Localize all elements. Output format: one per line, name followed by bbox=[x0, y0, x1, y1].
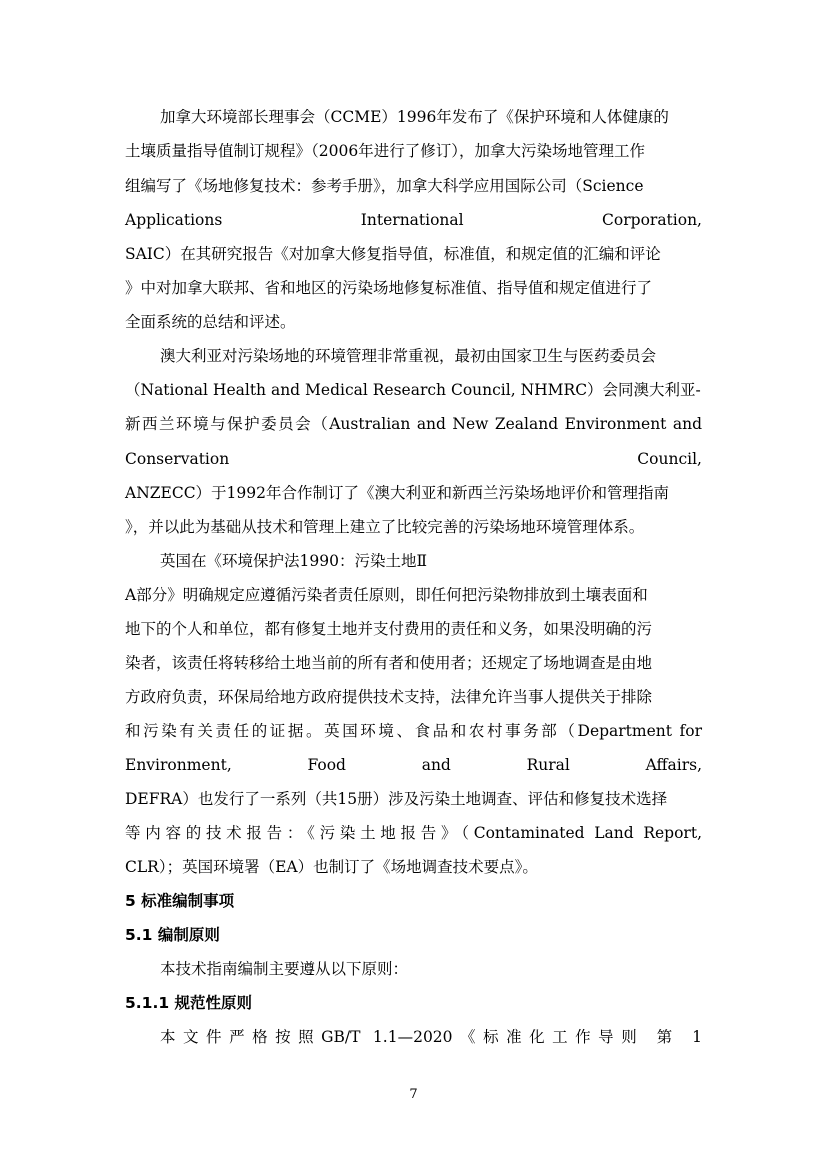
paragraph-line: Environment, Food and Rural Affairs, bbox=[125, 756, 702, 774]
paragraph-line: 组编写了《场地修复技术：参考手册》，加拿大科学应用国际公司（Science bbox=[125, 177, 644, 195]
paragraph-line: 等内容的技术报告：《污染土地报告》（Contaminated Land Report, bbox=[125, 824, 702, 842]
paragraph-line: 》，并以此为基础从技术和管理上建立了比较完善的污染场地环境管理体系。 bbox=[125, 518, 645, 536]
paragraph-line: 》中对加拿大联邦、省和地区的污染场地修复标准值、指导值和规定值进行了 bbox=[125, 279, 653, 297]
paragraph-line: 和污染有关责任的证据。英国环境、食品和农村事务部（Department for bbox=[125, 722, 702, 740]
paragraph-line: Conservation Council, bbox=[125, 450, 702, 468]
paragraph-line: 本技术指南编制主要遵从以下原则： bbox=[160, 960, 409, 978]
paragraph-line: （National Health and Medical Research Council, NHMRC）会同澳大利亚- bbox=[125, 381, 701, 399]
paragraph-line: ANZECC）于1992年合作制订了《澳大利亚和新西兰污染场地评价和管理指南 bbox=[125, 484, 670, 502]
paragraph-line: 新西兰环境与保护委员会（Australian and New Zealand Environment and bbox=[125, 415, 702, 433]
subsection-heading: 5.1 编制原则 bbox=[125, 926, 220, 944]
paragraph-line: Applications International Corporation, bbox=[125, 211, 702, 229]
paragraph-line: 土壤质量指导值制订规程》（2006年进行了修订），加拿大污染场地管理工作 bbox=[125, 142, 645, 160]
page-number: 7 bbox=[409, 1087, 418, 1102]
paragraph-line: A部分》明确规定应遵循污染者责任原则，即任何把污染物排放到土壤表面和 bbox=[125, 586, 648, 604]
paragraph-line: 地下的个人和单位，都有修复土地并支付费用的责任和义务，如果没明确的污 bbox=[125, 620, 653, 638]
paragraph-line: 本文件严格按照GB/T 1.1—2020《标准化工作导则 第 1 bbox=[160, 1028, 702, 1046]
paragraph-line: 澳大利亚对污染场地的环境管理非常重视，最初由国家卫生与医药委员会 bbox=[160, 347, 657, 365]
subsubsection-heading: 5.1.1 规范性原则 bbox=[125, 994, 253, 1012]
paragraph-line: 方政府负责，环保局给地方政府提供技术支持，法律允许当事人提供关于排除 bbox=[125, 688, 653, 706]
paragraph-line: CLR）；英国环境署（EA）也制订了《场地调查技术要点》。 bbox=[125, 858, 538, 876]
section-heading: 5 标准编制事项 bbox=[125, 892, 235, 910]
paragraph-line: 染者，该责任将转移给土地当前的所有者和使用者；还规定了场地调查是由地 bbox=[125, 654, 653, 672]
paragraph-line: 加拿大环境部长理事会（CCME）1996年发布了《保护环境和人体健康的 bbox=[160, 108, 669, 126]
paragraph-line: DEFRA）也发行了一系列（共15册）涉及污染土地调查、评估和修复技术选择 bbox=[125, 790, 668, 808]
paragraph-line: SAIC）在其研究报告《对加拿大修复指导值，标准值，和规定值的汇编和评论 bbox=[125, 245, 661, 263]
paragraph-line: 英国在《环境保护法1990：污染土地Ⅱ bbox=[160, 552, 427, 570]
paragraph-line: 全面系统的总结和评述。 bbox=[125, 313, 296, 331]
